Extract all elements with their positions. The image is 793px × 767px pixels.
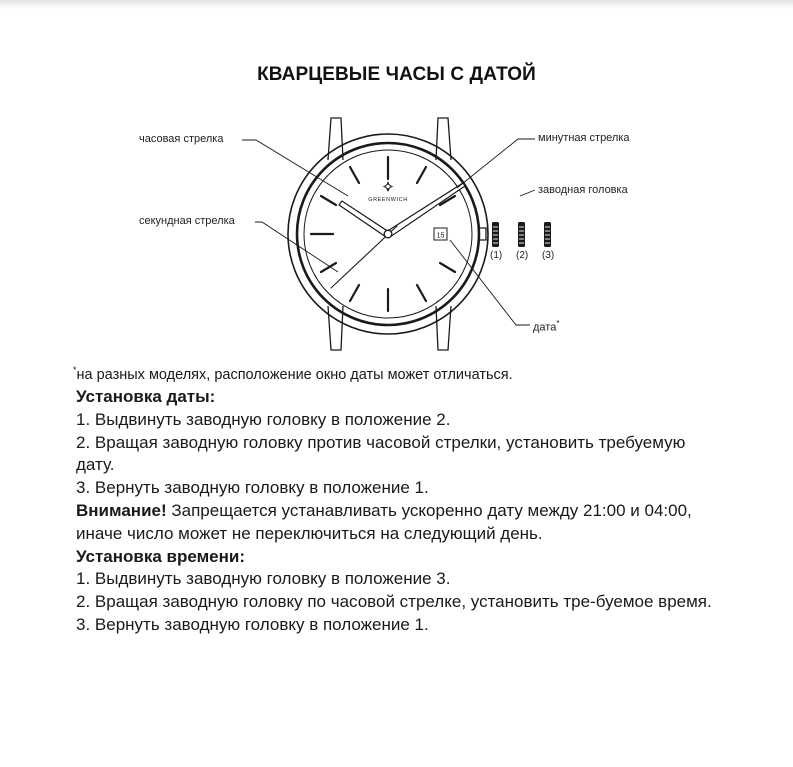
- date-step-1: 1. Выдвинуть заводную головку в положение 2.: [76, 409, 451, 429]
- hour-hand: [339, 201, 389, 237]
- warning-text: Запрещается устанавливать ускоренно дату между 21:00 и 04:00, иначе число может не переключиться на следующий день.: [76, 500, 692, 543]
- footnote-mark: *: [73, 365, 77, 375]
- footnote: [73, 365, 513, 383]
- time-setting-heading: Установка времени:: [76, 546, 246, 566]
- crown-position-2: [518, 222, 525, 247]
- time-step-2: 2. Вращая заводную головку по часовой стрелке, установить тре-буемое время.: [76, 592, 712, 612]
- callout-date-text: дата: [533, 321, 557, 334]
- footnote-text: на разных моделях, расположение окно даты может отличаться.: [76, 367, 513, 383]
- brand-logo-icon: [383, 181, 394, 192]
- page-title: КВАРЦЕВЫЕ ЧАСЫ С ДАТОЙ: [257, 64, 536, 85]
- crown-position-label-2: (2): [516, 250, 529, 261]
- crown-position-1: [492, 222, 499, 247]
- crown-positions: [492, 222, 551, 247]
- crown-position-label-3: (3): [542, 250, 555, 261]
- crown-stem: [480, 228, 486, 240]
- date-setting-heading: Установка даты:: [76, 387, 216, 406]
- warning-label: Внимание!: [76, 500, 167, 520]
- callout-minute-hand: минутная стрелка: [538, 132, 630, 144]
- callout-second-hand: секундная стрелка: [139, 215, 235, 227]
- callout-hour-hand: часовая стрелка: [139, 133, 224, 145]
- callout-crown: заводная головка: [538, 184, 628, 196]
- callout-date-mark: *: [556, 319, 560, 328]
- crown-position-label-1: (1): [490, 250, 503, 261]
- date-step-3: 3. Вернуть заводную головку в положение 1.: [76, 478, 429, 498]
- crown-position-3: [544, 222, 551, 247]
- warning: [76, 500, 726, 546]
- callout-date: [533, 319, 559, 334]
- watch-diagram: [0, 0, 793, 360]
- time-step-3: 3. Вернуть заводную головку в положение 1.: [76, 614, 429, 634]
- brand-name: GREENWICH: [368, 197, 408, 203]
- time-step-1: 1. Выдвинуть заводную головку в положение 3.: [76, 569, 451, 589]
- date-step-2: 2. Вращая заводную головку против часовой стрелки, установить требуемую дату.: [76, 432, 686, 475]
- instructions: [76, 386, 726, 637]
- date-window-number: 15: [436, 232, 445, 240]
- minute-hand: [386, 183, 465, 237]
